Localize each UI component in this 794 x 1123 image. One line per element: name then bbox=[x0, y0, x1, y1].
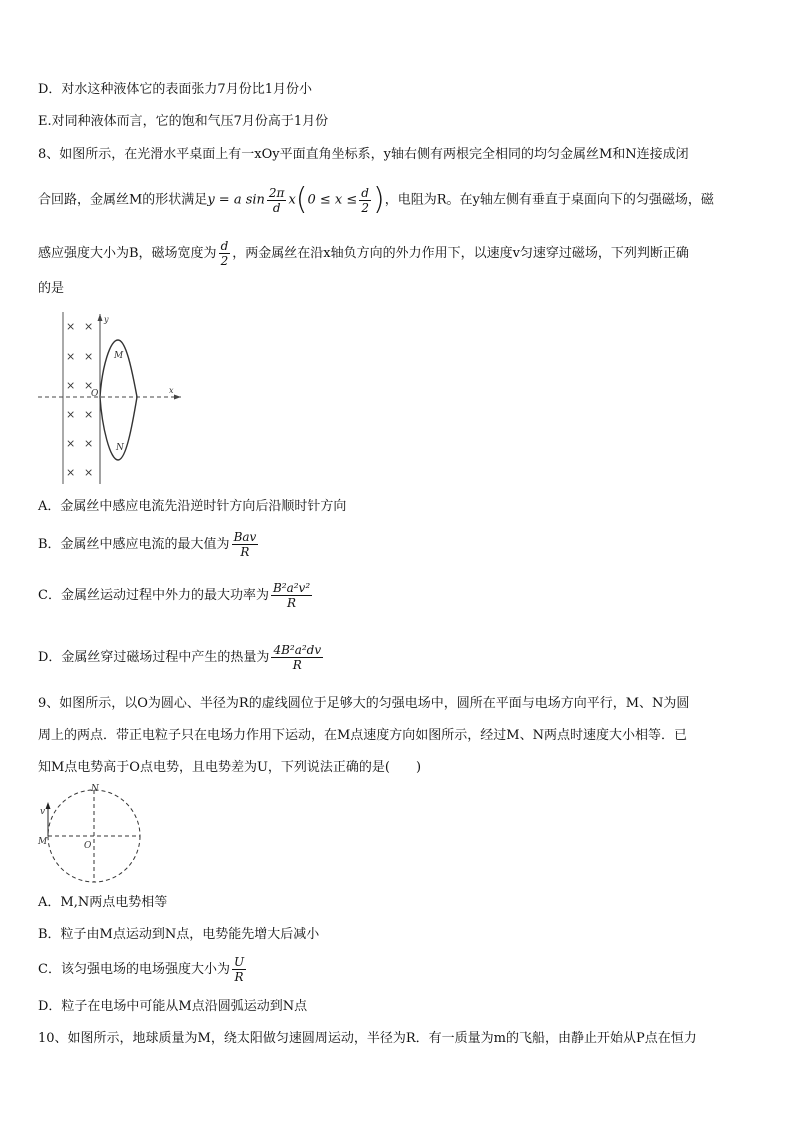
q8-stem-line4: 的是 bbox=[38, 281, 65, 296]
q9-stem-line1: 9、如图所示，以O为圆心、半径为R的虚线圆位于足够大的匀强电场中，圆所在平面与电场方向平行，M、N为圆 bbox=[38, 696, 690, 711]
option-frac bbox=[271, 581, 312, 610]
cross-mark: × bbox=[66, 350, 76, 363]
frac-num: d bbox=[220, 239, 229, 253]
n-label: N bbox=[116, 443, 124, 453]
velocity-arrowhead bbox=[46, 802, 51, 809]
cross-mark: × bbox=[66, 466, 76, 479]
option-frac bbox=[271, 643, 323, 672]
cross-mark: × bbox=[84, 466, 94, 479]
q7-option-d: D．对水这种液体它的表面张力7月份比1月份小 bbox=[38, 82, 312, 97]
option-frac bbox=[232, 955, 246, 984]
q8-formula-lhs: y = a sin bbox=[207, 192, 265, 208]
q9-option-b: B．粒子由M点运动到N点，电势能先增大后减小 bbox=[38, 927, 320, 942]
frac-den: d bbox=[272, 200, 281, 215]
frac-num: U bbox=[233, 955, 245, 969]
frac-num: B²a²v² bbox=[272, 581, 311, 595]
option-text: C．该匀强电场的电场强度大小为 bbox=[38, 962, 230, 977]
cross-mark: × bbox=[84, 350, 94, 363]
x-label: x bbox=[169, 386, 174, 395]
option-text: C．金属丝运动过程中外力的最大功率为 bbox=[38, 588, 269, 603]
q7-option-e: E.对同种液体而言，它的饱和气压7月份高于1月份 bbox=[38, 114, 329, 129]
electric-field-circle-figure bbox=[34, 784, 146, 888]
frac-den: 2 bbox=[220, 254, 229, 268]
q9-option-d: D．粒子在电场中可能从M点沿圆弧运动到N点 bbox=[38, 999, 308, 1014]
frac-den: R bbox=[292, 658, 302, 672]
origin-label: O bbox=[91, 389, 99, 399]
field-crosses bbox=[66, 320, 93, 479]
cross-mark: × bbox=[66, 320, 76, 333]
y-label: y bbox=[104, 315, 109, 324]
q9-stem-line2: 周上的两点．带正电粒子只在电场力作用下运动，在M点速度方向如图所示，经过M、N两点时速度大小相等．已 bbox=[38, 728, 687, 743]
option-text: B．金属丝中感应电流的最大值为 bbox=[38, 537, 230, 552]
n-label: N bbox=[91, 784, 99, 794]
q8-option-b bbox=[38, 528, 260, 562]
frac-den: R bbox=[240, 545, 250, 559]
q8-formula-frac bbox=[267, 186, 287, 215]
q9-option-c bbox=[38, 952, 248, 988]
cross-mark: × bbox=[84, 379, 94, 392]
q8-option-a: A．金属丝中感应电流先沿逆时针方向后沿顺时针方向 bbox=[38, 499, 347, 514]
cross-mark: × bbox=[66, 437, 76, 450]
m-label: M bbox=[38, 837, 48, 847]
m-label: M bbox=[114, 351, 124, 361]
q8-option-c bbox=[38, 578, 314, 614]
q9-stem-line3: 知M点电势高于O点电势，且电势差为U，下列说法正确的是( ) bbox=[38, 760, 422, 775]
q8-formula-x: x bbox=[288, 192, 296, 208]
q8-stem-text-b: ，两金属丝在沿x轴负方向的外力作用下，以速度v匀速穿过磁场，下列判断正确 bbox=[232, 246, 689, 261]
q8-range-frac bbox=[359, 186, 371, 215]
paren-right: ) bbox=[372, 182, 385, 217]
q10-stem-line1: 10、如图所示，地球质量为M，绕太阳做匀速圆周运动，半径为R．有一质量为m的飞船，由静止开始从P点在恒力 bbox=[38, 1031, 697, 1046]
q8-range: 0 ≤ x ≤ bbox=[307, 192, 358, 208]
cross-mark: × bbox=[84, 437, 94, 450]
frac-num: 4B²a²dv bbox=[273, 643, 322, 657]
cross-mark: × bbox=[84, 320, 94, 333]
magnetic-field-figure bbox=[36, 312, 186, 487]
q9-option-a: A．M,N两点电势相等 bbox=[38, 895, 168, 910]
frac-den: R bbox=[234, 970, 244, 984]
cross-mark: × bbox=[84, 408, 94, 421]
frac-den: 2 bbox=[361, 200, 369, 215]
option-frac bbox=[232, 530, 259, 559]
option-text: D．金属丝穿过磁场过程中产生的热量为 bbox=[38, 650, 270, 665]
q8-width-frac bbox=[219, 239, 231, 268]
q8-stem-line3 bbox=[38, 236, 689, 272]
q8-stem-line1: 8、如图所示，在光滑水平桌面上有一xOy平面直角坐标系，y轴右侧有两根完全相同的均匀金属丝M和N连接成闭 bbox=[38, 147, 689, 162]
paren-left: ( bbox=[295, 182, 308, 217]
o-label: O bbox=[84, 841, 92, 851]
frac-num: Bav bbox=[233, 530, 257, 544]
q8-stem-text-b: ，电阻为R。在y轴左侧有垂直于桌面向下的匀强磁场，磁 bbox=[384, 192, 714, 208]
y-axis-arrow bbox=[98, 314, 103, 321]
cross-mark: × bbox=[66, 379, 76, 392]
q8-stem-line2 bbox=[38, 182, 714, 219]
q8-stem-text: 感应强度大小为B，磁场宽度为 bbox=[38, 246, 217, 261]
wire-m bbox=[100, 340, 137, 397]
frac-num: d bbox=[361, 185, 369, 200]
frac-num: 2π bbox=[268, 185, 285, 200]
x-axis-arrow bbox=[174, 395, 181, 400]
cross-mark: × bbox=[66, 408, 76, 421]
q8-stem-text: 合回路，金属丝M的形状满足 bbox=[38, 192, 208, 208]
frac-den: R bbox=[287, 596, 297, 610]
q8-option-d bbox=[38, 640, 325, 676]
v-label: v bbox=[40, 807, 46, 817]
